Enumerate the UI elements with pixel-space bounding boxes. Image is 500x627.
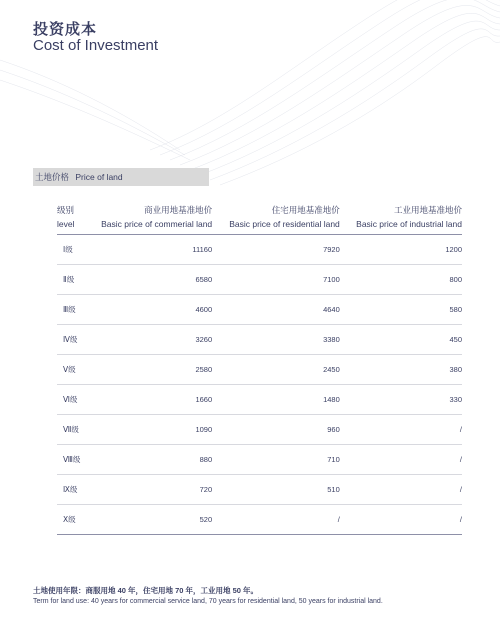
header-residential-en: Basic price of residential land (229, 219, 340, 229)
table-row (57, 325, 462, 355)
header-industrial-cn: 工业用地基准地价 (393, 205, 462, 215)
land-price-table-container (57, 203, 462, 535)
table-row (57, 415, 462, 445)
header-residential-cn: 住宅用地基准地价 (271, 205, 340, 215)
industrial-price-cell: 800 (340, 265, 462, 295)
residential-price-cell: 510 (212, 475, 340, 505)
industrial-price-cell: 330 (340, 385, 462, 415)
section-label-cn: 土地价格 (35, 172, 70, 182)
commercial-price-cell: 520 (84, 505, 212, 535)
table-row (57, 265, 462, 295)
header-commercial-en: Basic price of commerial land (101, 219, 213, 229)
table-header-row-cn (57, 203, 462, 217)
table-row (57, 505, 462, 535)
table-row (57, 235, 462, 265)
residential-price-cell: 4640 (212, 295, 340, 325)
level-cell: Ⅳ级 (57, 325, 84, 355)
page-title-cn: 投资成本 (33, 21, 98, 38)
page-title-en: Cost of Investment (33, 37, 159, 54)
header-level-en: level (57, 219, 75, 229)
industrial-price-cell: 380 (340, 355, 462, 385)
residential-price-cell: 710 (212, 445, 340, 475)
residential-price-cell: 7100 (212, 265, 340, 295)
residential-price-cell: 7920 (212, 235, 340, 265)
level-cell: Ⅶ级 (57, 415, 84, 445)
section-label-en: Price of land (75, 172, 123, 182)
level-cell: Ⅷ级 (57, 445, 84, 475)
table-row (57, 385, 462, 415)
industrial-price-cell: / (340, 415, 462, 445)
commercial-price-cell: 2580 (84, 355, 212, 385)
level-cell: Ⅲ级 (57, 295, 84, 325)
table-row (57, 475, 462, 505)
industrial-price-cell: / (340, 505, 462, 535)
section-header (33, 168, 209, 186)
level-cell: Ⅵ级 (57, 385, 84, 415)
residential-price-cell: / (212, 505, 340, 535)
commercial-price-cell: 6580 (84, 265, 212, 295)
commercial-price-cell: 4600 (84, 295, 212, 325)
header-level-cn: 级别 (57, 205, 75, 215)
header-commercial-cn: 商业用地基准地价 (144, 205, 213, 215)
commercial-price-cell: 1090 (84, 415, 212, 445)
commercial-price-cell: 720 (84, 475, 212, 505)
industrial-price-cell: / (340, 445, 462, 475)
header-industrial-en: Basic price of industrial land (356, 219, 462, 229)
table-row (57, 445, 462, 475)
industrial-price-cell: 450 (340, 325, 462, 355)
level-cell: Ⅸ级 (57, 475, 84, 505)
residential-price-cell: 1480 (212, 385, 340, 415)
commercial-price-cell: 1660 (84, 385, 212, 415)
level-cell: Ⅱ级 (57, 265, 84, 295)
commercial-price-cell: 3260 (84, 325, 212, 355)
table-row (57, 295, 462, 325)
level-cell: Ⅴ级 (57, 355, 84, 385)
commercial-price-cell: 880 (84, 445, 212, 475)
footnote-en: Term for land use: 40 years for commercial service land, 70 years for residential land, 50 years for industrial land. (33, 598, 383, 605)
land-price-table (57, 203, 462, 535)
level-cell: Ⅹ级 (57, 505, 84, 535)
table-row (57, 355, 462, 385)
residential-price-cell: 960 (212, 415, 340, 445)
industrial-price-cell: 580 (340, 295, 462, 325)
footnote-cn: 土地使用年限：商服用地 40 年，住宅用地 70 年，工业用地 50 年。 (33, 586, 259, 595)
industrial-price-cell: / (340, 475, 462, 505)
industrial-price-cell: 1200 (340, 235, 462, 265)
residential-price-cell: 2450 (212, 355, 340, 385)
table-header-row-en (57, 217, 462, 235)
level-cell: Ⅰ级 (57, 235, 84, 265)
residential-price-cell: 3380 (212, 325, 340, 355)
commercial-price-cell: 11160 (84, 235, 212, 265)
